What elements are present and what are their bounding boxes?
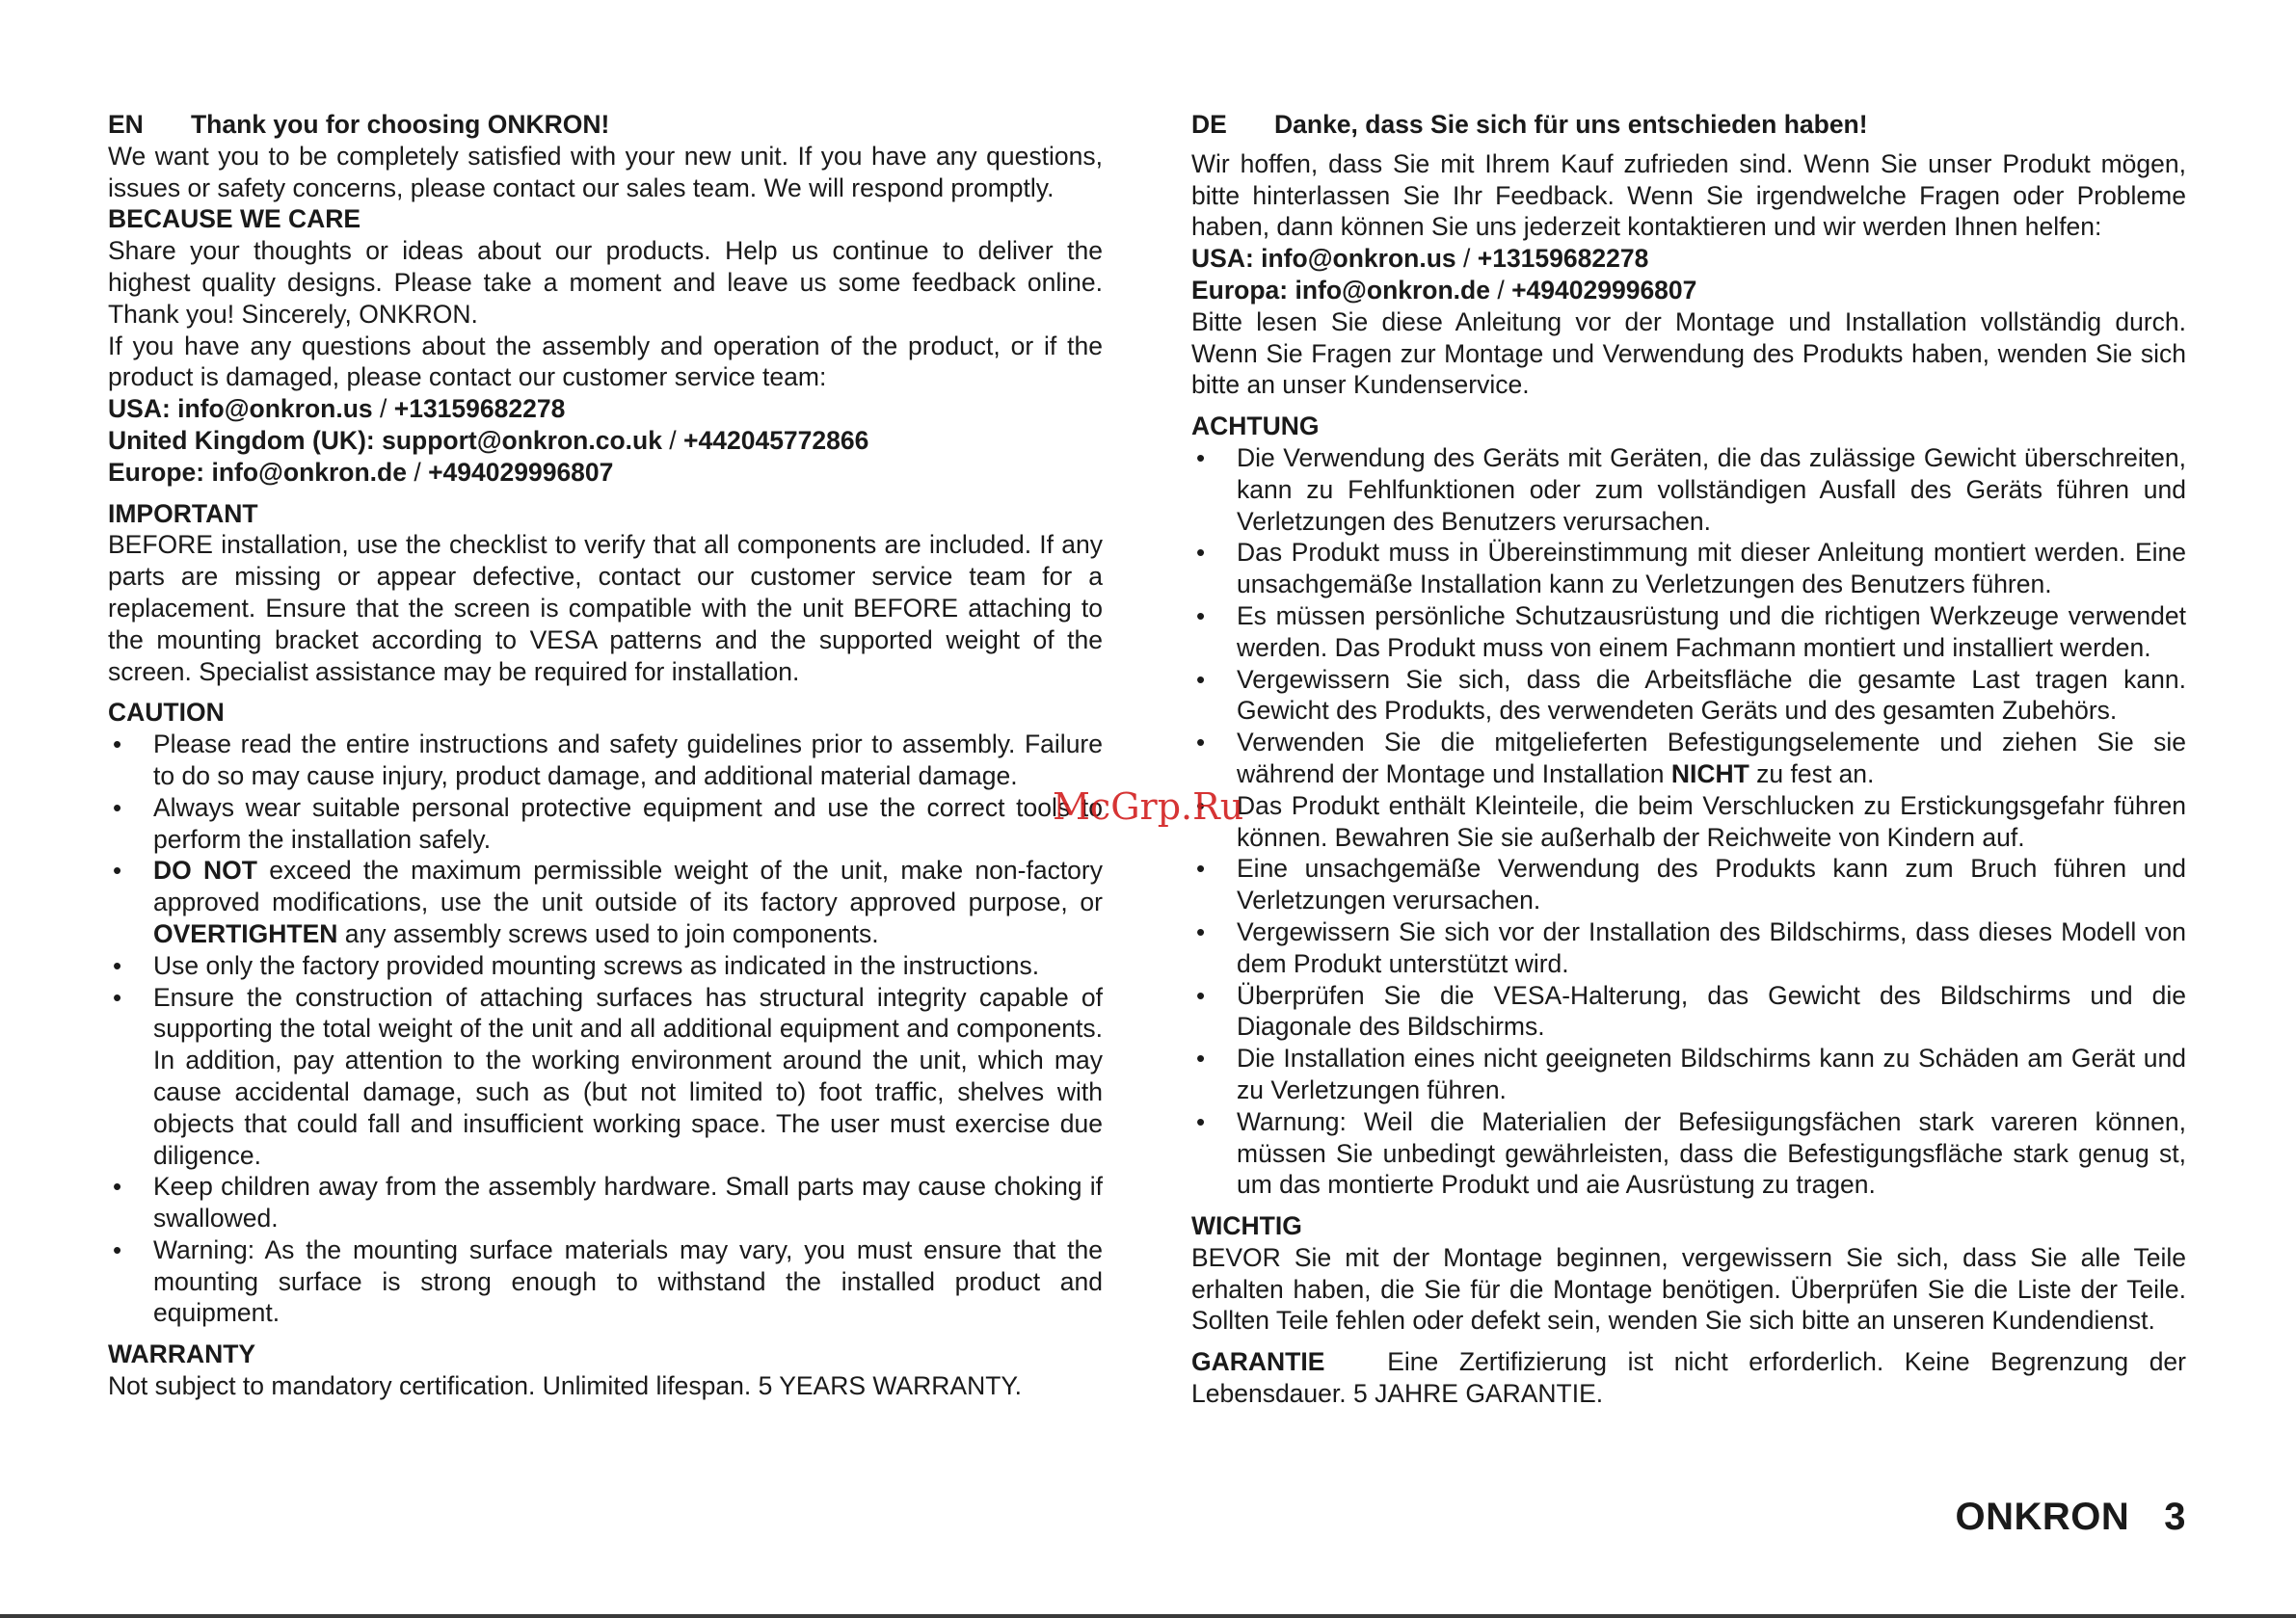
caution-item [108,855,1103,949]
caution-item: • Warning: As the mounting surface materials may vary, you must ensure that the mounting surface is strong enough to withstand the installed product and equipment. [108,1234,1103,1329]
caution-item-text: exceed the maximum permissible weight of the unit, make non-factory approved modifications, use the unit outside of its factory approved purpose, or [153,856,1103,917]
de-title-line [1191,109,2186,141]
achtung-item: • Warnung: Weil die Materialien der Befesiigungsfächen stark vareren können, müssen Sie unbedingt gewährleisten, dass die Befestigungsfläche stark genug st, um das montierte Produkt und aie Ausrüstung zu tragen. [1191,1106,2186,1201]
footer [1955,1496,2186,1539]
contact-uk-phone[interactable]: +442045772866 [683,425,869,455]
achtung-item: • Überprüfen Sie die VESA-Halterung, das Gewicht des Bildschirms und die Diagonale des Bildschirms. [1191,980,2186,1044]
de-intro: Wir hoffen, dass Sie mit Ihrem Kauf zufrieden sind. Wenn Sie unser Produkt mögen, bitte hinterlassen Sie Ihr Feedback. Wenn Sie irgendwelche Fragen oder Probleme haben, dann können Sie uns jederzeit kontaktieren und wir werden Ihnen helfen: [1191,148,2186,242]
achtung-item: • Die Installation eines nicht geeigneten Bildschirms kann zu Schäden am Gerät und zu Verletzungen führen. [1191,1043,2186,1106]
overtighten-emphasis: OVERTIGHTEN [153,918,338,948]
en-title-line [108,109,1103,141]
de-language-code: DE [1191,110,1227,139]
achtung-item: • Eine unsachgemäße Verwendung des Produkts kann zum Bruch führen und Verletzungen verursachen. [1191,853,2186,916]
contact-europe-email[interactable]: Europe: info@onkron.de [108,457,407,487]
achtung-list [1191,442,2186,1201]
important-text: BEFORE installation, use the checklist to verify that all components are included. If any parts are missing or appear defective, contact our customer service team for a replacement. Ensure that the screen is compatible with the unit BEFORE attaching to the mounting bracket according to VESA patterns and the supported weight of the screen. Specialist assistance may be required for installation. [108,530,1103,686]
caution-heading: CAUTION [108,698,225,728]
contact-usa-email[interactable]: USA: info@onkron.us [108,394,373,424]
caution-item: • Always wear suitable personal protective equipment and use the correct tools to perform the installation safely. [108,792,1103,856]
caution-item: • Ensure the construction of attaching surfaces has structural integrity capable of supporting the total weight of the unit and all additional equipment and components. In addition, pay attention to the working environment around the unit, which may cause accidental damage, such as (but not limited to) foot traffic, shelves with objects that could fall and insufficient working space. The user must exercise due diligence. [108,982,1103,1172]
warranty-heading: WARRANTY [108,1339,256,1369]
de-contact-usa-email[interactable]: USA: info@onkron.us [1191,244,1456,274]
en-intro: We want you to be completely satisfied with your new unit. If you have any questions, issues or safety concerns, please contact our sales team. We will respond promptly. [108,141,1103,202]
caution-item: • Use only the factory provided mounting screws as indicated in the instructions. [108,950,1103,982]
achtung-item: • Vergewissern Sie sich, dass die Arbeitsfläche die gesamte Last tragen kann. Gewicht des Produkts, des verwendeten Geräts und des gesamten Zubehörs. [1191,664,2186,728]
important-heading: IMPORTANT [108,498,258,528]
garantie-text: Eine Zertifizierung ist nicht erforderlich. Keine Begrenzung der Lebensdauer. 5 JAHRE GARANTIE. [1191,1347,2186,1409]
achtung-item [1191,727,2186,790]
english-column [108,109,1103,1402]
contact-europe-phone[interactable]: +494029996807 [428,457,614,487]
garantie-paragraph [1191,1346,2186,1410]
achtung-item: • Vergewissern Sie sich vor der Installation des Bildschirms, dass dieses Modell von dem Produkt unterstützt wird. [1191,916,2186,980]
contact-usa: USA: info@onkron.us / +13159682278 [108,394,566,424]
watermark-text: McGrp.Ru [1053,785,1244,828]
de-contact-europa-phone[interactable]: +494029996807 [1511,275,1697,305]
service-text: If you have any questions about the assembly and operation of the product, or if the product is damaged, please contact our customer service team: [108,331,1103,392]
de-contact-usa-phone[interactable]: +13159682278 [1477,244,1649,274]
garantie-heading: GARANTIE [1191,1347,1325,1377]
achtung-item: • Die Verwendung des Geräts mit Geräten, die das zulässige Gewicht überschreiten, kann zu Fehlfunktionen oder zum vollständigen Ausfall des Geräts führen und Verletzungen des Benutzers verursachen. [1191,442,2186,537]
contact-europe: Europe: info@onkron.de / +494029996807 [108,457,614,487]
de-contact-europa-email[interactable]: Europa: info@onkron.de [1191,275,1490,305]
de-title: Danke, dass Sie sich für uns entschieden haben! [1274,110,1868,139]
nicht-emphasis: NICHT [1670,758,1749,788]
wichtig-heading: WICHTIG [1191,1211,1302,1241]
bottom-divider [0,1614,2296,1618]
contact-uk-email[interactable]: United Kingdom (UK): support@onkron.co.uk [108,425,662,455]
care-text: Share your thoughts or ideas about our products. Help us continue to deliver the highest quality designs. Please take a moment and leave us some feedback online. Thank you! Sincerely, ONKRON. [108,236,1103,329]
de-contact-usa: USA: info@onkron.us / +13159682278 [1191,244,1649,274]
brand-logo: ONKRON [1955,1496,2130,1538]
achtung-item-text: Verwenden Sie die mitgelieferten Befestigungselemente und ziehen Sie sie während der Montage und Installation [1237,728,2186,788]
care-heading: BECAUSE WE CARE [108,204,361,234]
achtung-item: • Das Produkt enthält Kleinteile, die beim Verschlucken zu Erstickungsgefahr führen können. Bewahren Sie sie außerhalb der Reichweite von Kindern auf. [1191,790,2186,854]
do-not-emphasis: DO NOT [153,856,257,886]
achtung-heading: ACHTUNG [1191,411,1320,441]
contact-uk: United Kingdom (UK): support@onkron.co.uk / +442045772866 [108,425,869,455]
german-column [1191,109,2186,1410]
caution-item: • Keep children away from the assembly hardware. Small parts may cause choking if swallowed. [108,1171,1103,1234]
achtung-item: • Es müssen persönliche Schutzausrüstung und die richtigen Werkzeuge verwendet werden. Das Produkt muss von einem Fachmann montiert und installiert werden. [1191,600,2186,664]
caution-item: • Please read the entire instructions and safety guidelines prior to assembly. Failure to do so may cause injury, product damage, and additional material damage. [108,729,1103,792]
en-language-code: EN [108,110,144,139]
de-contact-europa: Europa: info@onkron.de / +494029996807 [1191,275,1697,305]
page-number: 3 [2164,1496,2186,1538]
contact-usa-phone[interactable]: +13159682278 [393,394,566,424]
achtung-item-text: zu fest an. [1749,758,1875,788]
de-read-text: Bitte lesen Sie diese Anleitung vor der Montage und Installation vollständig durch. Wenn Sie Fragen zur Montage und Verwendung des Produkts haben, wenden Sie sich bitte an unser Kundenservice. [1191,306,2186,400]
wichtig-text: BEVOR Sie mit der Montage beginnen, vergewissern Sie sich, dass Sie alle Teile erhalten haben, die Sie für die Montage benötigen. Überprüfen Sie die Liste der Teile. Sollten Teile fehlen oder defekt sein, wenden Sie sich bitte an unseren Kundendienst. [1191,1242,2186,1336]
caution-item-text: any assembly screws used to join components. [337,918,879,948]
en-title: Thank you for choosing ONKRON! [191,110,610,139]
achtung-item: • Das Produkt muss in Übereinstimmung mit dieser Anleitung montiert werden. Eine unsachgemäße Installation kann zu Verletzungen des Benutzers führen. [1191,537,2186,600]
caution-list [108,729,1103,1329]
warranty-text: Not subject to mandatory certification. Unlimited lifespan. 5 YEARS WARRANTY. [108,1371,1023,1401]
